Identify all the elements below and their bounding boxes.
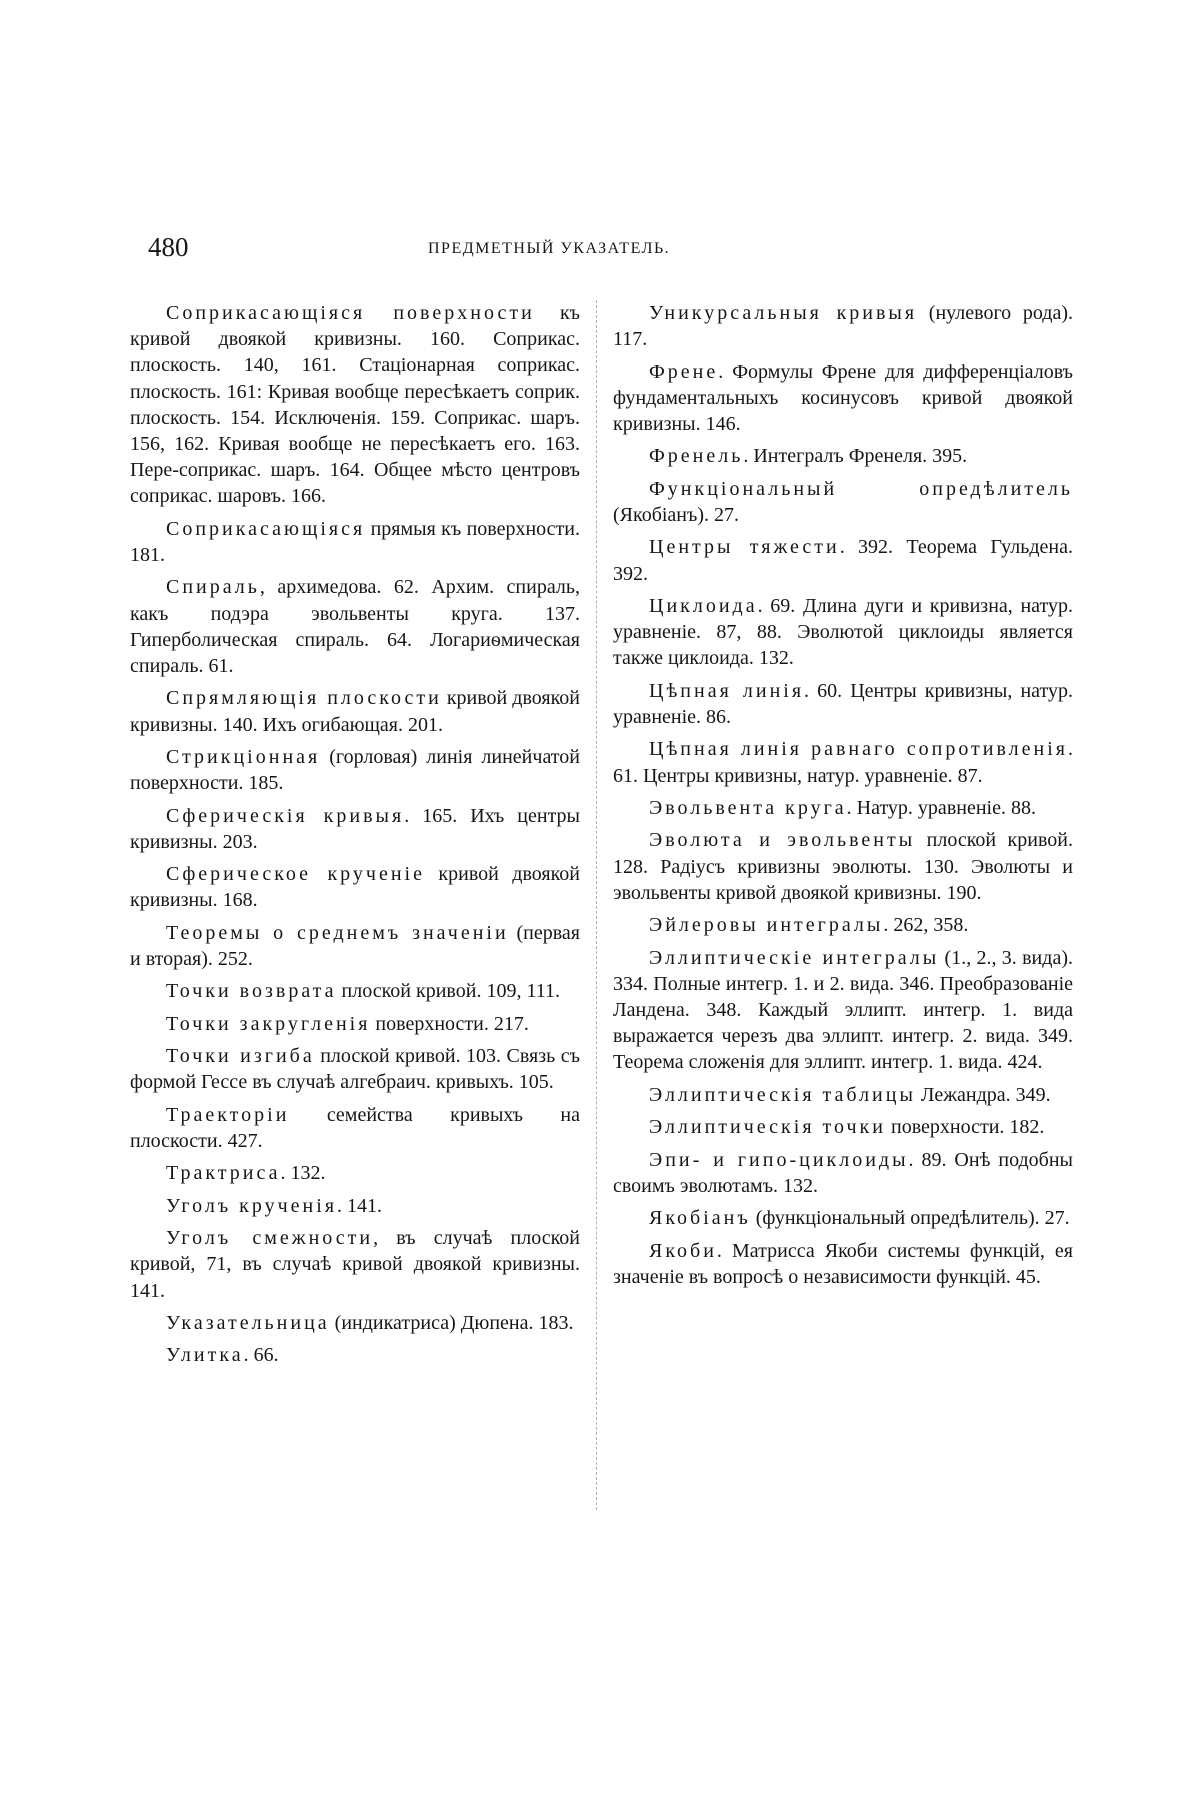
- index-entry: [613, 1238, 1073, 1290]
- index-entry: [130, 1160, 580, 1186]
- index-entry: [130, 516, 580, 568]
- index-entry: [613, 678, 1073, 730]
- entry-text: . 60. Центры кривизны, натур. уравненіе. 86.: [613, 679, 1073, 728]
- entry-text: . 165. Ихъ центры кривизны. 203.: [130, 804, 580, 853]
- entry-text: , въ случаѣ плоской кривой, 71, въ случаѣ кривой двоякой кривизны. 141.: [130, 1227, 580, 1302]
- entry-text: . Натур. уравненіе. 88.: [846, 796, 1036, 819]
- entry-text: . 69. Длина дуги и кривизна, натур. уравненіе. 87, 88. Эволютой циклоиды является также циклоида. 132.: [613, 594, 1073, 670]
- index-entry: [613, 1205, 1073, 1231]
- index-entry: [613, 476, 1073, 528]
- column-divider: [596, 300, 597, 1510]
- index-entry: [613, 534, 1073, 586]
- entry-text: . 141.: [337, 1194, 383, 1217]
- entry-text: . 89. Онѣ подобны своимъ эволютамъ. 132.: [613, 1148, 1073, 1197]
- entry-text: . 61. Центры кривизны, натур. уравненіе. 87.: [613, 738, 1073, 787]
- entry-term: Френель: [649, 445, 744, 468]
- index-entry: [130, 1011, 580, 1037]
- entry-term: Точки закругленія: [166, 1012, 371, 1035]
- index-entry: [613, 1114, 1073, 1140]
- entry-text: кривой двоякой кривизны. 168.: [130, 863, 580, 912]
- entry-term: Эллиптическіе интегралы: [649, 946, 940, 969]
- entry-term: Якобіанъ: [649, 1207, 751, 1230]
- entry-text: . 132.: [280, 1162, 326, 1185]
- entry-text: семейства кривыхъ на плоскости. 427.: [130, 1103, 580, 1152]
- index-entry: [613, 1082, 1073, 1108]
- index-entry: [130, 744, 580, 796]
- entry-term: Стрикціонная: [166, 746, 321, 768]
- entry-text: . Матрисса Якоби системы функцій, ея значеніе въ вопросѣ о независимости функцій. 45.: [613, 1239, 1073, 1288]
- entry-text: (первая и вторая). 252.: [130, 921, 580, 970]
- index-entry: [130, 1043, 580, 1095]
- entry-text: (горловая) линія линейчатой поверхности. 185.: [130, 746, 580, 795]
- index-entry: [613, 593, 1073, 672]
- entry-term: Соприкасающіяся: [166, 517, 366, 540]
- left-column: [130, 300, 580, 1375]
- index-entry: [130, 574, 580, 679]
- entry-term: Якоби: [649, 1239, 717, 1262]
- entry-term: Уникурсальныя кривыя: [649, 302, 918, 324]
- entry-term: Точки возврата: [166, 980, 337, 1003]
- index-entry: [613, 443, 1073, 469]
- index-entry: [130, 1225, 580, 1304]
- entry-term: Эллиптическія таблицы: [649, 1083, 916, 1106]
- entry-text: . Формулы Френе для дифференціаловъ фундаментальныхъ косинусовъ кривой двоякой кривизны. 146.: [613, 360, 1073, 435]
- entry-text: плоской кривой. 128. Радіусъ кривизны эволюты. 130. Эволюты и эвольвенты кривой двоякой кривизны. 190.: [613, 829, 1073, 904]
- entry-text: . Интегралъ Френеля. 395.: [743, 445, 968, 468]
- index-entry: [613, 945, 1073, 1076]
- index-entry: [130, 685, 580, 737]
- entry-text: (нулевого рода). 117.: [613, 302, 1073, 351]
- index-entry: [130, 978, 580, 1004]
- entry-text: Лежандра. 349.: [915, 1083, 1051, 1106]
- entry-text: (функціональный опредѣлитель). 27.: [750, 1207, 1070, 1230]
- entry-term: Центры тяжести: [649, 536, 840, 559]
- entry-text: къ кривой двоякой кривизны. 160. Соприкас. плоскость. 140, 161. Стаціонарная соприкас. плоскость. 161: Кривая вообще пересѣкаетъ соприк. плоскость. 154. Исключенія. 159. Соприкас. шаръ. 156, 162. Кривая вообще не пересѣкаетъ его. 163. Пере-соприкас. шаръ. 164. Общее мѣсто центровъ соприкас. шаровъ. 166.: [130, 302, 581, 508]
- entry-text: (индикатриса) Дюпена. 183.: [329, 1311, 574, 1334]
- entry-term: Эйлеровы интегралы: [649, 914, 884, 937]
- index-entry: [613, 300, 1073, 352]
- index-entry: [613, 912, 1073, 938]
- index-entry: [130, 1102, 580, 1154]
- entry-term: Соприкасающіяся поверхности: [166, 302, 535, 324]
- index-entry: [613, 795, 1073, 821]
- entry-text: прямыя къ поверхности. 181.: [130, 517, 580, 567]
- entry-text: кривой двоякой кривизны. 140. Ихъ огибающая. 201.: [130, 687, 580, 736]
- entry-term: Эллиптическія точки: [649, 1116, 886, 1139]
- index-entry: [130, 803, 580, 855]
- entry-term: Эвольвента круга: [649, 796, 847, 819]
- page-number: 480: [148, 232, 189, 262]
- entry-term: Точки изгиба: [166, 1045, 315, 1068]
- entry-term: Уголъ крученія: [166, 1194, 338, 1217]
- entry-term: Траекторіи: [166, 1103, 290, 1126]
- entry-term: Цѣпная линія равнаго сопротивленія: [649, 738, 1068, 761]
- entry-term: Сферическія кривыя: [166, 804, 405, 827]
- entry-text: , архимедова. 62. Архим. спираль, какъ подэра эвольвенты круга. 137. Гиперболическая спираль. 64. Логариѳмическая спираль. 61.: [130, 576, 580, 678]
- index-entry: [130, 861, 580, 913]
- index-entry: [613, 1147, 1073, 1199]
- entry-term: Теоремы о среднемъ значеніи: [166, 921, 509, 944]
- index-entry: [613, 827, 1073, 906]
- entry-text: . 392. Теорема Гульдена. 392.: [613, 536, 1073, 585]
- entry-term: Улитка: [166, 1344, 244, 1367]
- entry-term: Трактриса: [166, 1162, 281, 1185]
- entry-term: Спрямляющія плоскости: [166, 687, 442, 710]
- index-entry: [130, 1342, 580, 1368]
- index-entry: [130, 1310, 580, 1336]
- entry-term: Уголъ смежности: [166, 1227, 374, 1250]
- right-column: [613, 300, 1073, 1296]
- entry-text: плоской кривой. 103. Связь съ формой Гессе въ случаѣ алгебраич. кривыхъ. 105.: [130, 1045, 580, 1094]
- index-entry: [613, 359, 1073, 438]
- entry-term: Функціональный опредѣлитель: [649, 477, 1073, 500]
- entry-text: поверхности. 182.: [885, 1116, 1045, 1139]
- entry-text: (Якобіанъ). 27.: [613, 503, 740, 526]
- entry-text: . 66.: [243, 1344, 279, 1367]
- entry-term: Спираль: [166, 576, 260, 599]
- entry-term: Указательница: [166, 1311, 330, 1334]
- entry-term: Сферическое крученіе: [166, 863, 425, 886]
- entry-term: Циклоида: [649, 594, 758, 617]
- index-entry: [130, 300, 580, 510]
- entry-term: Эпи- и гипо-циклоиды: [649, 1148, 909, 1171]
- entry-text: (1., 2., 3. вида). 334. Полные интегр. 1. и 2. вида. 346. Преобразованіе Ландена. 348. Каждый эллипт. интегр. 1. вида выражается черезъ два эллипт. интегр. 2. вида. 349. Теорема сложенія для эллипт. интегр. 1. вида. 424.: [613, 946, 1073, 1074]
- entry-term: Эволюта и эвольвенты: [649, 829, 916, 852]
- entry-text: поверхности. 217.: [370, 1012, 529, 1035]
- index-entry: [130, 1193, 580, 1219]
- entry-text: плоской кривой. 109, 111.: [336, 980, 560, 1003]
- index-entry: [130, 920, 580, 972]
- entry-text: . 262, 358.: [883, 914, 969, 937]
- entry-term: Френе: [649, 360, 719, 383]
- index-entry: [613, 736, 1073, 788]
- running-title: ПРЕДМЕТНЫЙ УКАЗАТЕЛЬ.: [428, 240, 671, 257]
- entry-term: Цѣпная линія: [649, 679, 805, 702]
